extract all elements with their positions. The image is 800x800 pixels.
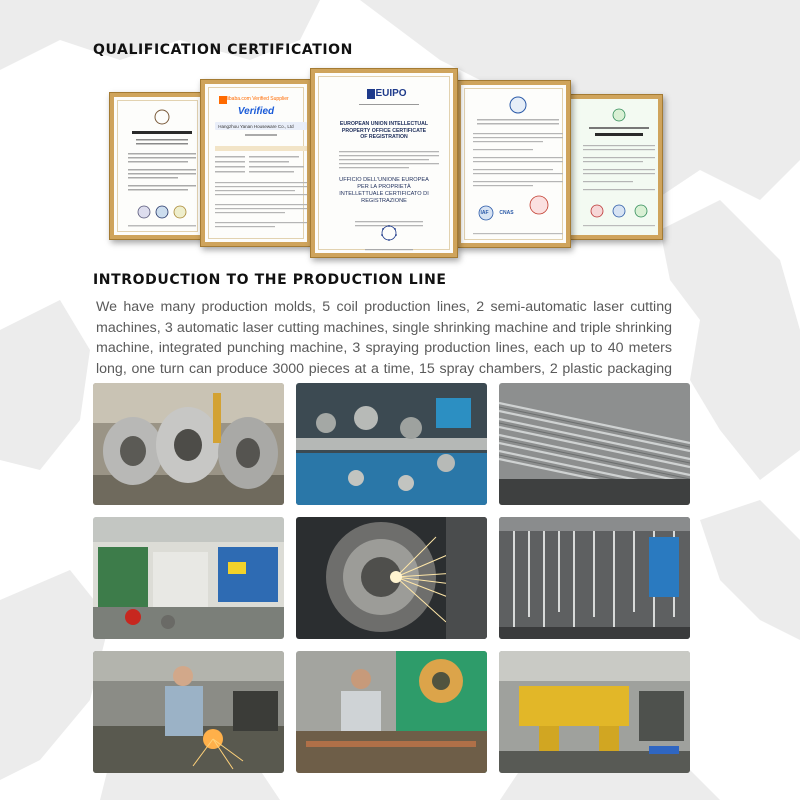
certificate-euipo-registration bbox=[310, 68, 458, 258]
photo-yellow-machinery bbox=[499, 651, 690, 773]
photo-steel-tubes bbox=[499, 383, 690, 505]
certificate-iso-quality bbox=[109, 92, 206, 240]
certificate-environmental bbox=[566, 94, 663, 240]
photo-worker-grinding bbox=[93, 651, 284, 773]
photo-steel-coils bbox=[93, 383, 284, 505]
photo-laser-cutting-sparks bbox=[296, 517, 487, 639]
photo-punching-machine bbox=[296, 651, 487, 773]
photo-spraying-line bbox=[499, 517, 690, 639]
cnas-mark: CNAS bbox=[499, 210, 514, 216]
euipo-title: EUROPEAN UNION INTELLECTUAL PROPERTY OFFICE CERTIFICATE OF REGISTRATION bbox=[339, 121, 429, 140]
euipo-logo: EUIPO bbox=[375, 88, 407, 99]
qualification-heading: QUALIFICATION CERTIFICATION bbox=[93, 42, 353, 58]
photo-rolling-mill bbox=[296, 383, 487, 505]
photo-molding-machines bbox=[93, 517, 284, 639]
certificate-alibaba-verified bbox=[200, 79, 312, 247]
production-line-description: We have many production molds, 5 coil production lines, 2 semi-automatic laser cutting machines, 3 automatic laser cutting machines, single shrinking machine and triple shrinking machine, integrated punching machine, 3 spraying production lines, each up to 40 meters long, one turn can produce 3000 pieces at a time, 15 spray chambers, 2 plastic packaging bbox=[96, 299, 672, 377]
euipo-italian-title: UFFICIO DELL'UNIONE EUROPEA PER LA PROPRIETÀ INTELLETTUALE CERTIFICATO DI REGISTRAZIONE bbox=[339, 177, 429, 204]
production-line-heading: INTRODUCTION TO THE PRODUCTION LINE bbox=[93, 272, 447, 288]
certificate-iaf-cnas bbox=[456, 80, 571, 248]
verified-badge: Verified bbox=[237, 106, 275, 117]
iaf-mark: IAF bbox=[480, 210, 489, 216]
alibaba-header-text: Alibaba.com Verified Supplier bbox=[223, 96, 289, 102]
alibaba-company-text: Hangzhou Yanan Houseware Co., Ltd bbox=[218, 124, 294, 129]
